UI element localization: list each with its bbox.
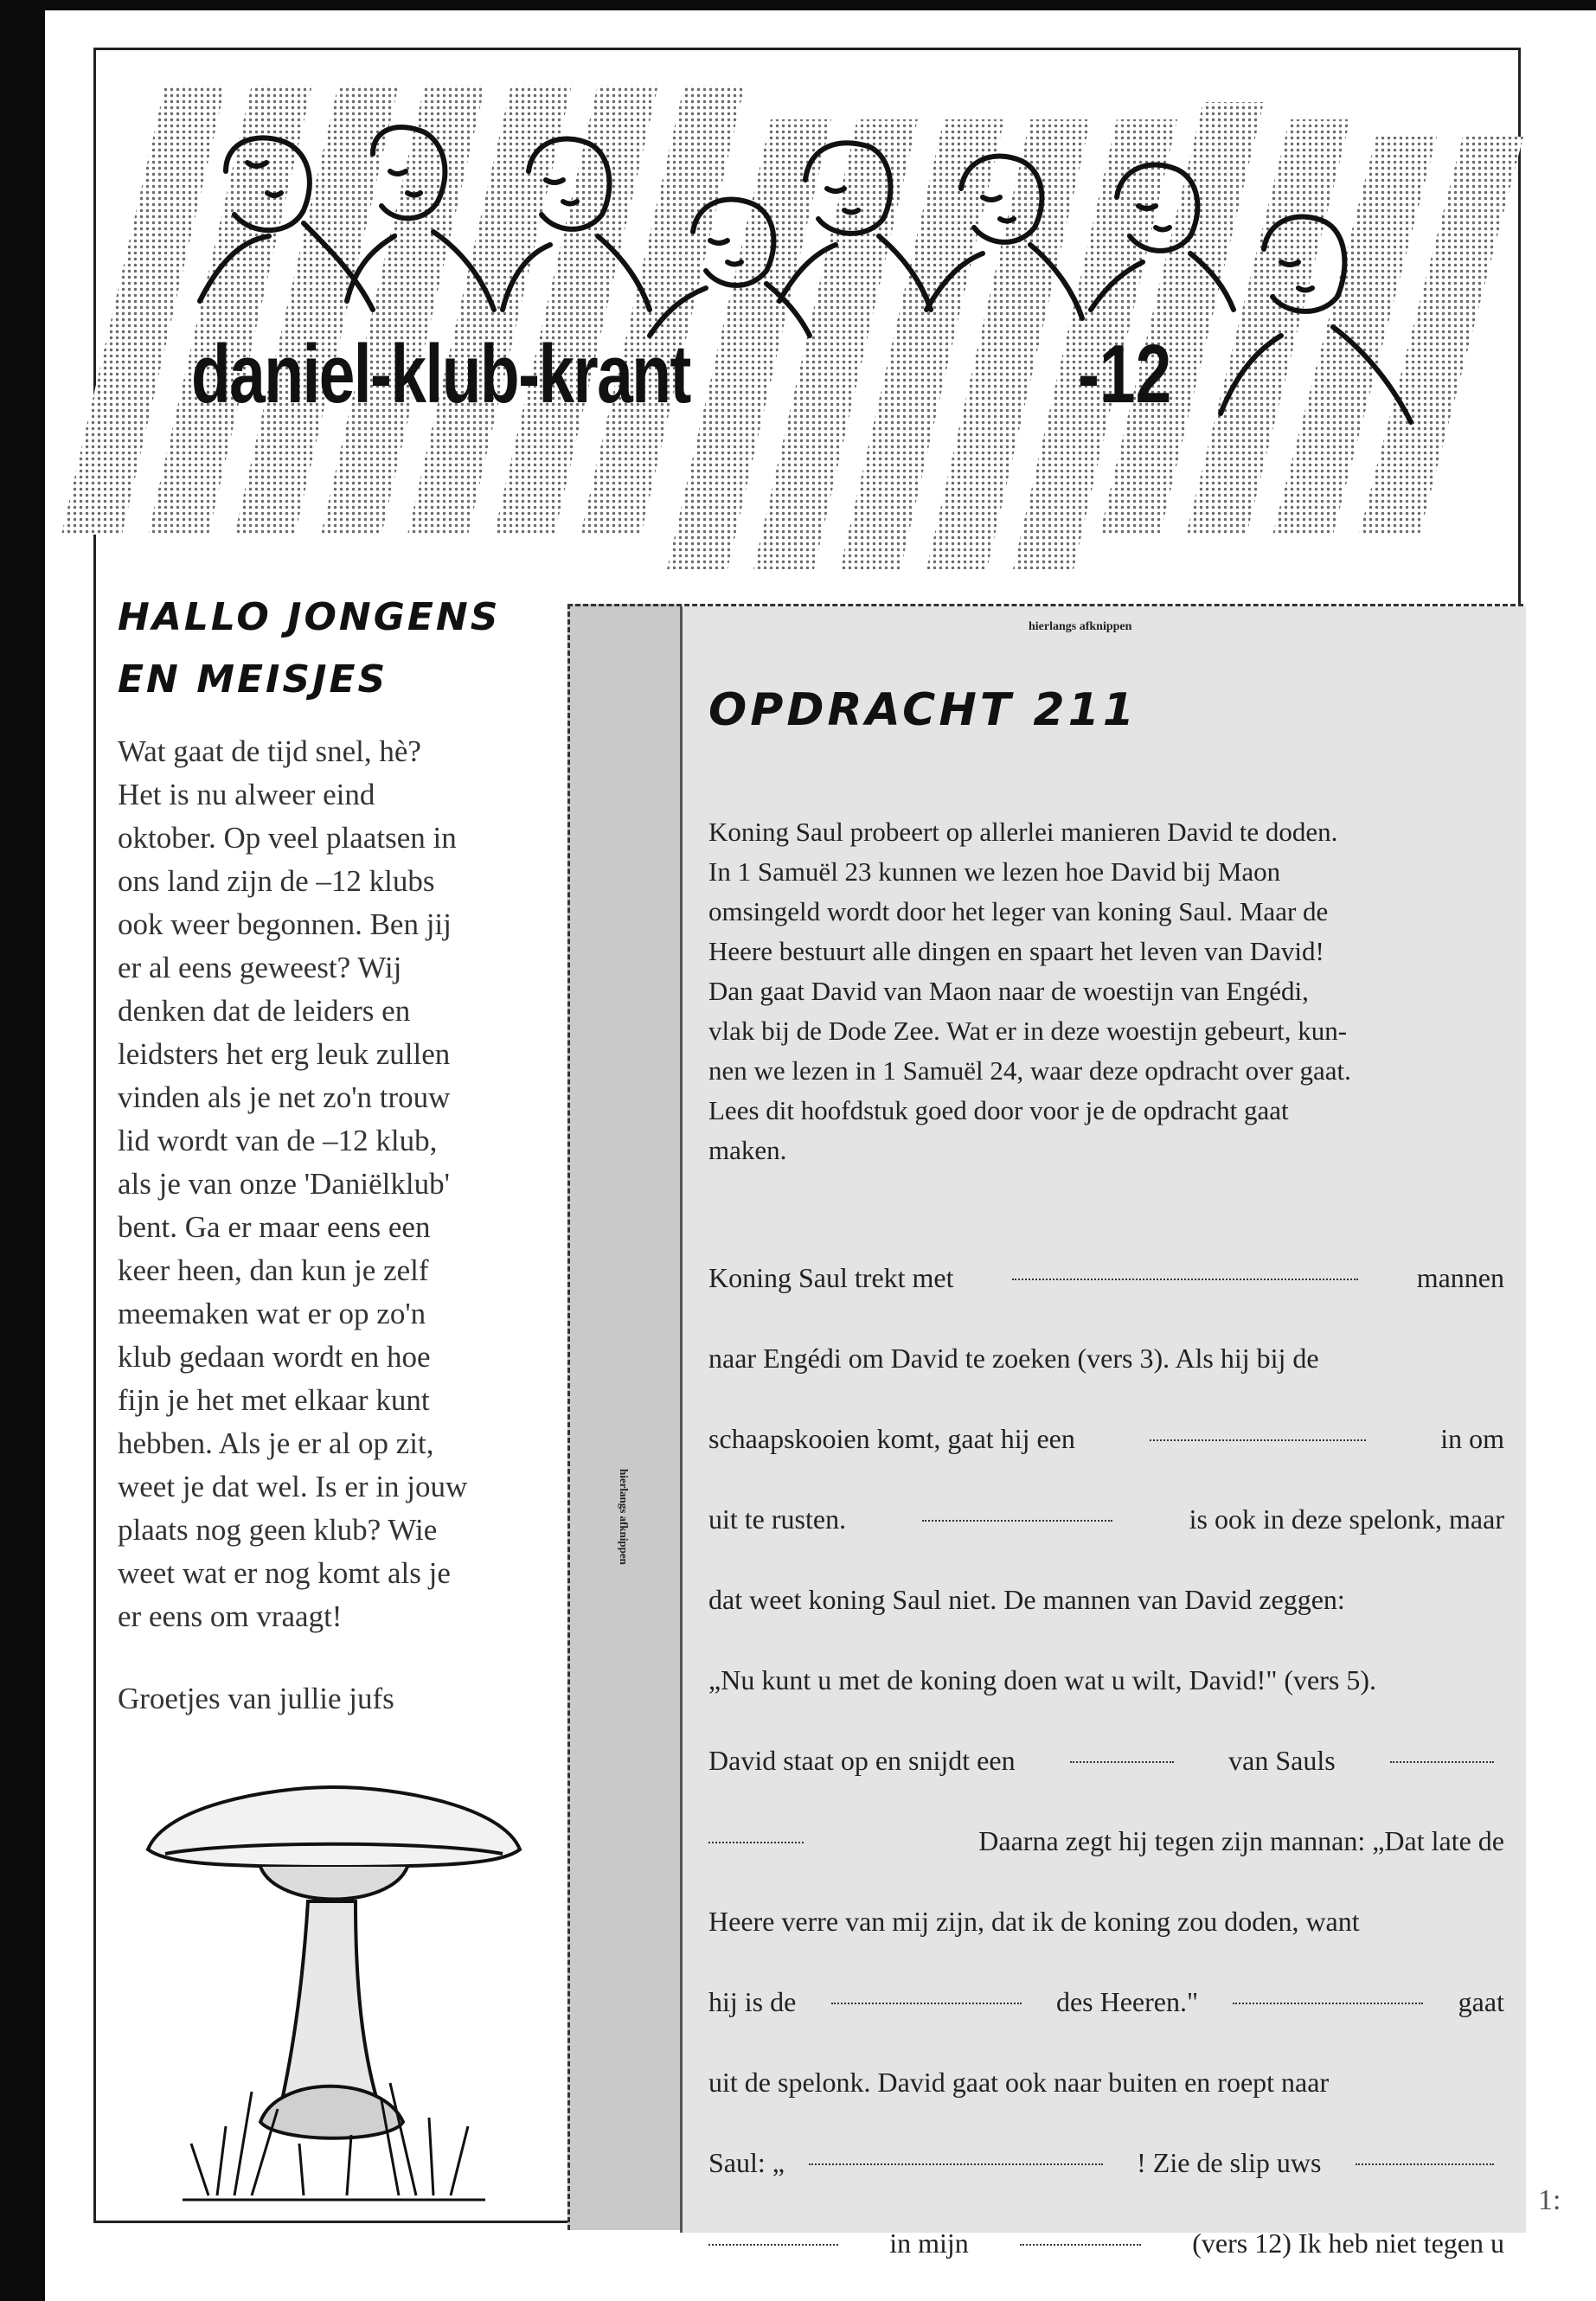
welcome-text-line: klub gedaan wordt en hoe xyxy=(118,1340,431,1374)
welcome-text-line: er al eens geweest? Wij xyxy=(118,951,402,984)
fill-line xyxy=(708,1479,1504,1560)
fill-line xyxy=(708,1640,1504,1721)
cut-line-vertical xyxy=(567,604,570,2230)
fill-line xyxy=(708,2203,1504,2284)
welcome-text-line: hebben. Als je er al op zit, xyxy=(118,1426,434,1460)
page-number: 1: xyxy=(1538,2184,1561,2216)
fill-line xyxy=(708,1399,1504,1479)
fill-text: Saul: „ xyxy=(708,2147,785,2178)
answer-blank[interactable] xyxy=(1020,2244,1141,2246)
fill-text: mannen xyxy=(1416,1262,1504,1293)
welcome-text-line: denken dat de leiders en xyxy=(118,994,411,1028)
fill-text: David staat op en snijdt een xyxy=(708,1745,1016,1776)
answer-blank[interactable] xyxy=(1233,2003,1423,2004)
fill-text: in mijn xyxy=(889,2227,969,2259)
intro-line: maken. xyxy=(708,1135,787,1165)
welcome-text-line: Wat gaat de tijd snel, hè? xyxy=(118,734,421,768)
fill-text: naar Engédi om David te zoeken (vers 3). Als hij bij de xyxy=(708,1343,1319,1374)
fill-text: uit te rusten. xyxy=(708,1503,847,1535)
answer-blank[interactable] xyxy=(708,2244,838,2246)
newspaper-title: daniel-klub-krant xyxy=(191,328,690,420)
welcome-heading xyxy=(118,586,602,711)
cut-note-vertical: hierlangs afknippen xyxy=(618,1469,631,1565)
newspaper-issue: -12 xyxy=(1078,328,1172,420)
page xyxy=(93,48,1521,2259)
fill-text: „Nu kunt u met de koning doen wat u wilt, David!" (vers 5). xyxy=(708,1664,1377,1695)
fill-line xyxy=(708,1881,1504,1962)
welcome-text-line: vinden als je net zo'n trouw xyxy=(118,1080,451,1114)
fill-text: ! Zie de slip uws xyxy=(1137,2147,1322,2178)
fill-text: dat weet koning Saul niet. De mannen van David zeggen: xyxy=(708,1584,1345,1615)
fill-line xyxy=(708,1721,1504,1801)
intro-line: Koning Saul probeert op allerlei manieren David te doden. xyxy=(708,817,1338,847)
intro-line: nen we lezen in 1 Samuël 24, waar deze opdracht over gaat. xyxy=(708,1055,1351,1086)
answer-blank[interactable] xyxy=(809,2163,1103,2165)
fill-text: van Sauls xyxy=(1228,1745,1336,1776)
assignment-intro xyxy=(708,812,1504,1170)
welcome-text xyxy=(118,730,602,1638)
fill-text: schaapskooien komt, gaat hij een xyxy=(708,1423,1075,1454)
answer-blank[interactable] xyxy=(1150,1439,1366,1441)
fill-in-exercise xyxy=(708,1238,1504,2284)
mushroom-illustration xyxy=(131,1780,537,2213)
welcome-heading-line: HALLO JONGENS xyxy=(118,595,501,639)
welcome-text-line: als je van onze 'Daniëlklub' xyxy=(118,1167,450,1201)
intro-line: Heere bestuurt alle dingen en spaart het leven van David! xyxy=(708,936,1324,966)
welcome-text-line: ook weer begonnen. Ben jij xyxy=(118,907,452,941)
intro-line: omsingeld wordt door het leger van koning Saul. Maar de xyxy=(708,896,1329,926)
welcome-text-line: plaats nog geen klub? Wie xyxy=(118,1513,438,1547)
welcome-text-line: weet wat er nog komt als je xyxy=(118,1556,451,1590)
fill-line xyxy=(708,1318,1504,1399)
welcome-column xyxy=(118,586,602,1716)
welcome-text-line: ons land zijn de –12 klubs xyxy=(118,864,435,898)
fill-text: Heere verre van mij zijn, dat ik de koning zou doden, want xyxy=(708,1906,1360,1937)
fill-text: (vers 12) Ik heb niet tegen u xyxy=(1192,2227,1504,2259)
assignment-title: OPDRACHT 211 xyxy=(708,684,1138,736)
intro-line: Dan gaat David van Maon naar de woestijn van Engédi, xyxy=(708,976,1309,1006)
fill-line xyxy=(708,1238,1504,1318)
fill-line xyxy=(708,1962,1504,2042)
answer-blank[interactable] xyxy=(922,1520,1112,1522)
answer-blank[interactable] xyxy=(1390,1761,1494,1763)
answer-blank[interactable] xyxy=(708,1842,804,1843)
welcome-text-line: bent. Ga er maar eens een xyxy=(118,1210,431,1244)
fill-text: Daarna zegt hij tegen zijn mannan: „Dat late de xyxy=(978,1825,1504,1856)
welcome-text-line: Het is nu alweer eind xyxy=(118,778,375,811)
fill-line xyxy=(708,2123,1504,2203)
fill-line xyxy=(708,2042,1504,2123)
welcome-text-line: er eens om vraagt! xyxy=(118,1599,343,1633)
welcome-text-line: fijn je het met elkaar kunt xyxy=(118,1383,430,1417)
welcome-text-line: keer heen, dan kun je zelf xyxy=(118,1253,429,1287)
scan-top-edge xyxy=(0,0,1596,10)
welcome-text-line: meemaken wat er op zo'n xyxy=(118,1297,426,1330)
fill-text: des Heeren." xyxy=(1055,1986,1199,2017)
fill-text: uit de spelonk. David gaat ook naar buiten en roept naar xyxy=(708,2067,1330,2098)
welcome-text-line: leidsters het erg leuk zullen xyxy=(118,1037,451,1071)
assignment-panel xyxy=(680,606,1526,2259)
answer-blank[interactable] xyxy=(1356,2163,1494,2165)
intro-line: vlak bij de Dode Zee. Wat er in deze woestijn gebeurt, kun- xyxy=(708,1016,1348,1046)
scan-edge xyxy=(0,0,45,2301)
fill-line xyxy=(708,1801,1504,1881)
welcome-text-line: lid wordt van de –12 klub, xyxy=(118,1124,438,1157)
cut-note: hierlangs afknippen xyxy=(1029,620,1132,633)
signature: Groetjes van jullie jufs xyxy=(118,1682,394,1715)
welcome-heading-line: EN MEISJES xyxy=(118,657,388,702)
intro-line: Lees dit hoofdstuk goed door voor je de opdracht gaat xyxy=(708,1095,1289,1125)
answer-blank[interactable] xyxy=(1012,1279,1358,1280)
answer-blank[interactable] xyxy=(1070,1761,1174,1763)
answer-blank[interactable] xyxy=(831,2003,1022,2004)
fill-text: gaat xyxy=(1458,1986,1504,2017)
fill-text: hij is de xyxy=(708,1986,797,2017)
welcome-text-line: weet je dat wel. Is er in jouw xyxy=(118,1470,468,1503)
intro-line: In 1 Samuël 23 kunnen we lezen hoe David bij Maon xyxy=(708,856,1281,887)
cut-strip xyxy=(567,604,680,2230)
fill-text: in om xyxy=(1440,1423,1504,1454)
fill-line xyxy=(708,1560,1504,1640)
fill-text: Koning Saul trekt met xyxy=(708,1262,954,1293)
fill-text: is ook in deze spelonk, maar xyxy=(1189,1503,1504,1535)
welcome-text-line: oktober. Op veel plaatsen in xyxy=(118,821,457,855)
